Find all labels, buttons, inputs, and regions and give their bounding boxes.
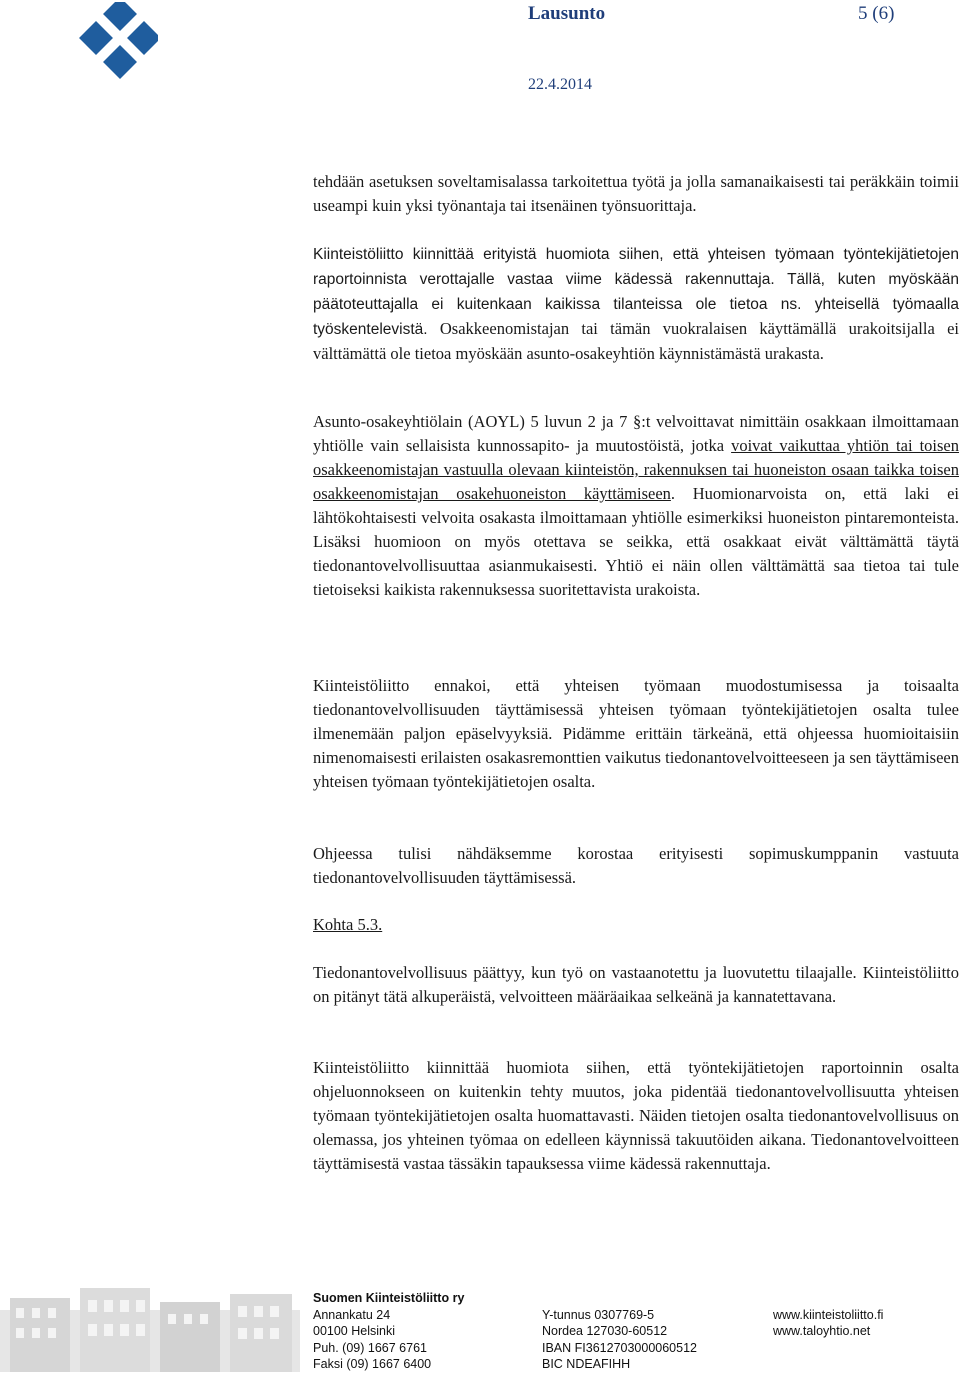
paragraph-2-sans: Kiinteistöliitto kiinnittää erityistä huomiota siihen, että yhteisen työmaan työntekijätietojen raportoinnista verottajalle vastaa viime kädessä rakennuttaja. Tällä, kuten myöskään päätoteuttajalla ei kuitenkaan kaikissa tilanteissa ole tietoa ns. yhteisellä työmaalla työskentelevistä. (313, 246, 959, 338)
paragraph-6: Tiedonantovelvollisuus päättyy, kun työ on vastaanotettu ja luovutettu tilaajalle. Kiinteistöliitto on pitänyt tätä alkuperäistä, velvoitteen määräaikaa selkeänä ja kannatettavana. (313, 963, 959, 1006)
footer-address: Suomen Kiinteistöliitto ry Annankatu 24 00100 Helsinki Puh. (09) 1667 6761 Faksi (09) 1667 6400 (313, 1291, 465, 1371)
paragraph-2 (313, 242, 959, 366)
underlined-citation: voivat vaikuttaa yhtiön tai toisen osakkeenomistajan vastuulla olevaan kiinteistön, rakennuksen tai huoneiston osaan taikka toisen osakkeenomistajan osakehuoneiston käyttämiseen (313, 436, 959, 503)
document-date: 22.4.2014 (528, 76, 592, 93)
paragraph-5: Ohjeessa tulisi nähdäksemme korostaa erityisesti sopimuskumppanin vastuuta tiedonantovelvollisuuden täyttämisessä. (313, 844, 959, 887)
section-heading: Kohta 5.3. (313, 915, 383, 934)
footer-link-kiinteistoliitto[interactable]: www.kiinteistoliitto.fi (773, 1307, 884, 1322)
paragraph-3: Asunto-osakeyhtiölain (AOYL) 5 luvun 2 ja 7 §:t velvoittavat nimittäin osakkaan ilmoittamaan yhtiölle vain sellaisista kunnossapito- ja muutostöistä, jotka voivat vaikuttaa yhtiön tai toisen osakkeenomistajan vastuulla olevaan kiinteistön, rakennuksen tai huoneiston osaan taikka toisen osakkeenomistajan osakehuoneiston käyttämiseen. Huomionarvoista on, että laki ei lähtökohtaisesti velvoita osakasta ilmoittamaan yhtiölle esimerkiksi huoneiston pintaremonteista. Lisäksi huomioon on myös otettava se seikka, että osakkaat eivät välttämättä täytä tiedonantovelvollisuuttaa asianmukaisesti. Yhtiö ei näin ollen välttämättä saa tietoa tai tule tietoiseksi kaikista rakennuksessa suoritettavista urakoista. (313, 412, 959, 599)
paragraph-1: tehdään asetuksen soveltamisalassa tarkoitettua työtä ja jolla samanaikaisesti tai peräkkäin toimii useampi kuin yksi työnantaja tai itsenäinen työnsuorittaja. (313, 172, 959, 215)
footer-web (773, 1307, 883, 1340)
footer-link-taloyhtio[interactable]: www.taloyhtio.net (773, 1324, 871, 1338)
paragraph-4: Kiinteistöliitto ennakoi, että yhteisen työmaan muodostumisessa ja toisaalta tiedonantovelvollisuuden täyttämisessä yhteisen työmaan työntekijätietojen osalta tulee ilmenemään paljon epäselvyyksiä. Pidämme erittäin tärkeänä, että ohjeessa huomioitaisiin nimenomaisesti erilaisten osakasremonttien vaikutus tiedonantovelvoitteeseen ja sen täyttämiseen yhteisen työmaan työntekijätietojen osalta. (313, 676, 959, 791)
paragraph-7: Kiinteistöliitto kiinnittää huomiota siihen, että työntekijätietojen raportoinnin osalta ohjeluonnokseen on kuitenkin tehty muutos, joka pidentää tiedonantovelvollisuutta yhteisen työmaan työntekijätietojen osalta huomattavasti. Näiden tietojen osalta tiedonantovelvollisuus on olemassa, jos yhteinen työmaa on edelleen käynnissä takuutöiden aikana. Tiedonantovelvoitteen täyttämisestä vastaa tässäkin tapauksessa viime kädessä rakennuttaja. (313, 1058, 959, 1173)
footer-org: Suomen Kiinteistöliitto ry (313, 1291, 465, 1305)
footer-bank: Y-tunnus 0307769-5 Nordea 127030-60512 IBAN FI3612703000060512 BIC NDEAFIHH (542, 1307, 697, 1371)
building-illustration (0, 1280, 300, 1372)
kiinteistoliitto-logo (78, 2, 158, 82)
page-number: 5 (6) (858, 3, 895, 24)
document-type: Lausunto (528, 3, 606, 24)
paragraph-2-serif: Osakkeenomistajan tai tämän vuokralaisen käyttämällä urakoitsijalla ei välttämättä ole tietoa myöskään asunto-osakeyhtiön käynnistämästä urakasta. (313, 319, 959, 363)
